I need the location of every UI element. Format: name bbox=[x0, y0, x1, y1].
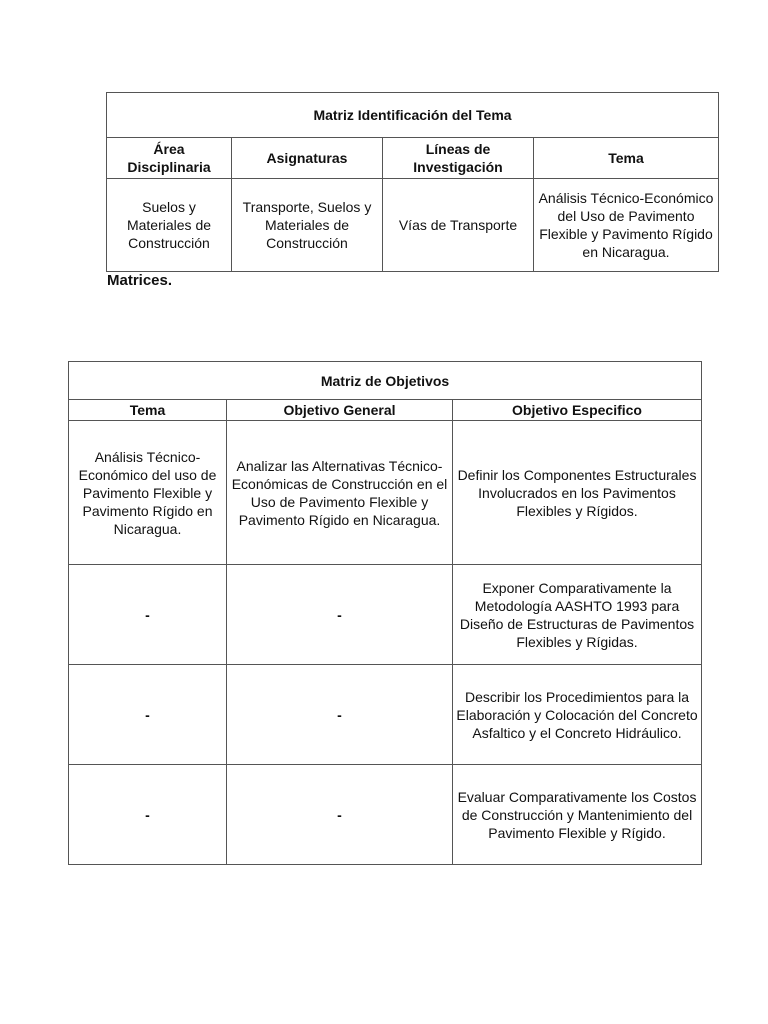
cell-objetivo-general: - bbox=[227, 565, 453, 665]
cell-objetivo-especifico: Describir los Procedimientos para la Elaboración y Colocación del Concreto Asfaltico y el Concreto Hidráulico. bbox=[453, 665, 702, 765]
header-asignaturas: Asignaturas bbox=[232, 138, 383, 179]
cell-tema: Análisis Técnico-Económico del uso de Pavimento Flexible y Pavimento Rígido en Nicaragua. bbox=[69, 421, 227, 565]
header-lineas-investigacion: Líneas de Investigación bbox=[383, 138, 534, 179]
table-row bbox=[69, 765, 702, 865]
cell-asignaturas: Transporte, Suelos y Materiales de Construcción bbox=[232, 179, 383, 272]
header-tema: Tema bbox=[534, 138, 719, 179]
cell-tema: - bbox=[69, 765, 227, 865]
cell-objetivo-general: Analizar las Alternativas Técnico-Económicas de Construcción en el Uso de Pavimento Flexible y Pavimento Rígido en Nicaragua. bbox=[227, 421, 453, 565]
cell-tema: Análisis Técnico-Económico del Uso de Pavimento Flexible y Pavimento Rígido en Nicaragua. bbox=[534, 179, 719, 272]
header-objetivo-general: Objetivo General bbox=[227, 400, 453, 421]
cell-objetivo-especifico: Exponer Comparativamente la Metodología AASHTO 1993 para Diseño de Estructuras de Pavimentos Flexibles y Rígidas. bbox=[453, 565, 702, 665]
cell-objetivo-especifico: Evaluar Comparativamente los Costos de Construcción y Mantenimiento del Pavimento Flexible y Rígido. bbox=[453, 765, 702, 865]
identification-matrix-title: Matriz Identificación del Tema bbox=[107, 93, 719, 138]
objectives-matrix-title: Matriz de Objetivos bbox=[69, 362, 702, 400]
section-caption: Matrices. bbox=[107, 272, 173, 289]
objectives-matrix-table bbox=[68, 361, 702, 865]
cell-objetivo-general: - bbox=[227, 665, 453, 765]
cell-objetivo-especifico: Definir los Componentes Estructurales Involucrados en los Pavimentos Flexibles y Rígidos. bbox=[453, 421, 702, 565]
table-row bbox=[69, 665, 702, 765]
table-row bbox=[69, 421, 702, 565]
header-objetivo-especifico: Objetivo Especifico bbox=[453, 400, 702, 421]
cell-area-disciplinaria: Suelos y Materiales de Construcción bbox=[107, 179, 232, 272]
cell-lineas-investigacion: Vías de Transporte bbox=[383, 179, 534, 272]
identification-matrix-table bbox=[106, 92, 719, 272]
cell-tema: - bbox=[69, 665, 227, 765]
table-row bbox=[69, 565, 702, 665]
header-area-disciplinaria: Área Disciplinaria bbox=[107, 138, 232, 179]
header-tema: Tema bbox=[69, 400, 227, 421]
cell-objetivo-general: - bbox=[227, 765, 453, 865]
cell-tema: - bbox=[69, 565, 227, 665]
